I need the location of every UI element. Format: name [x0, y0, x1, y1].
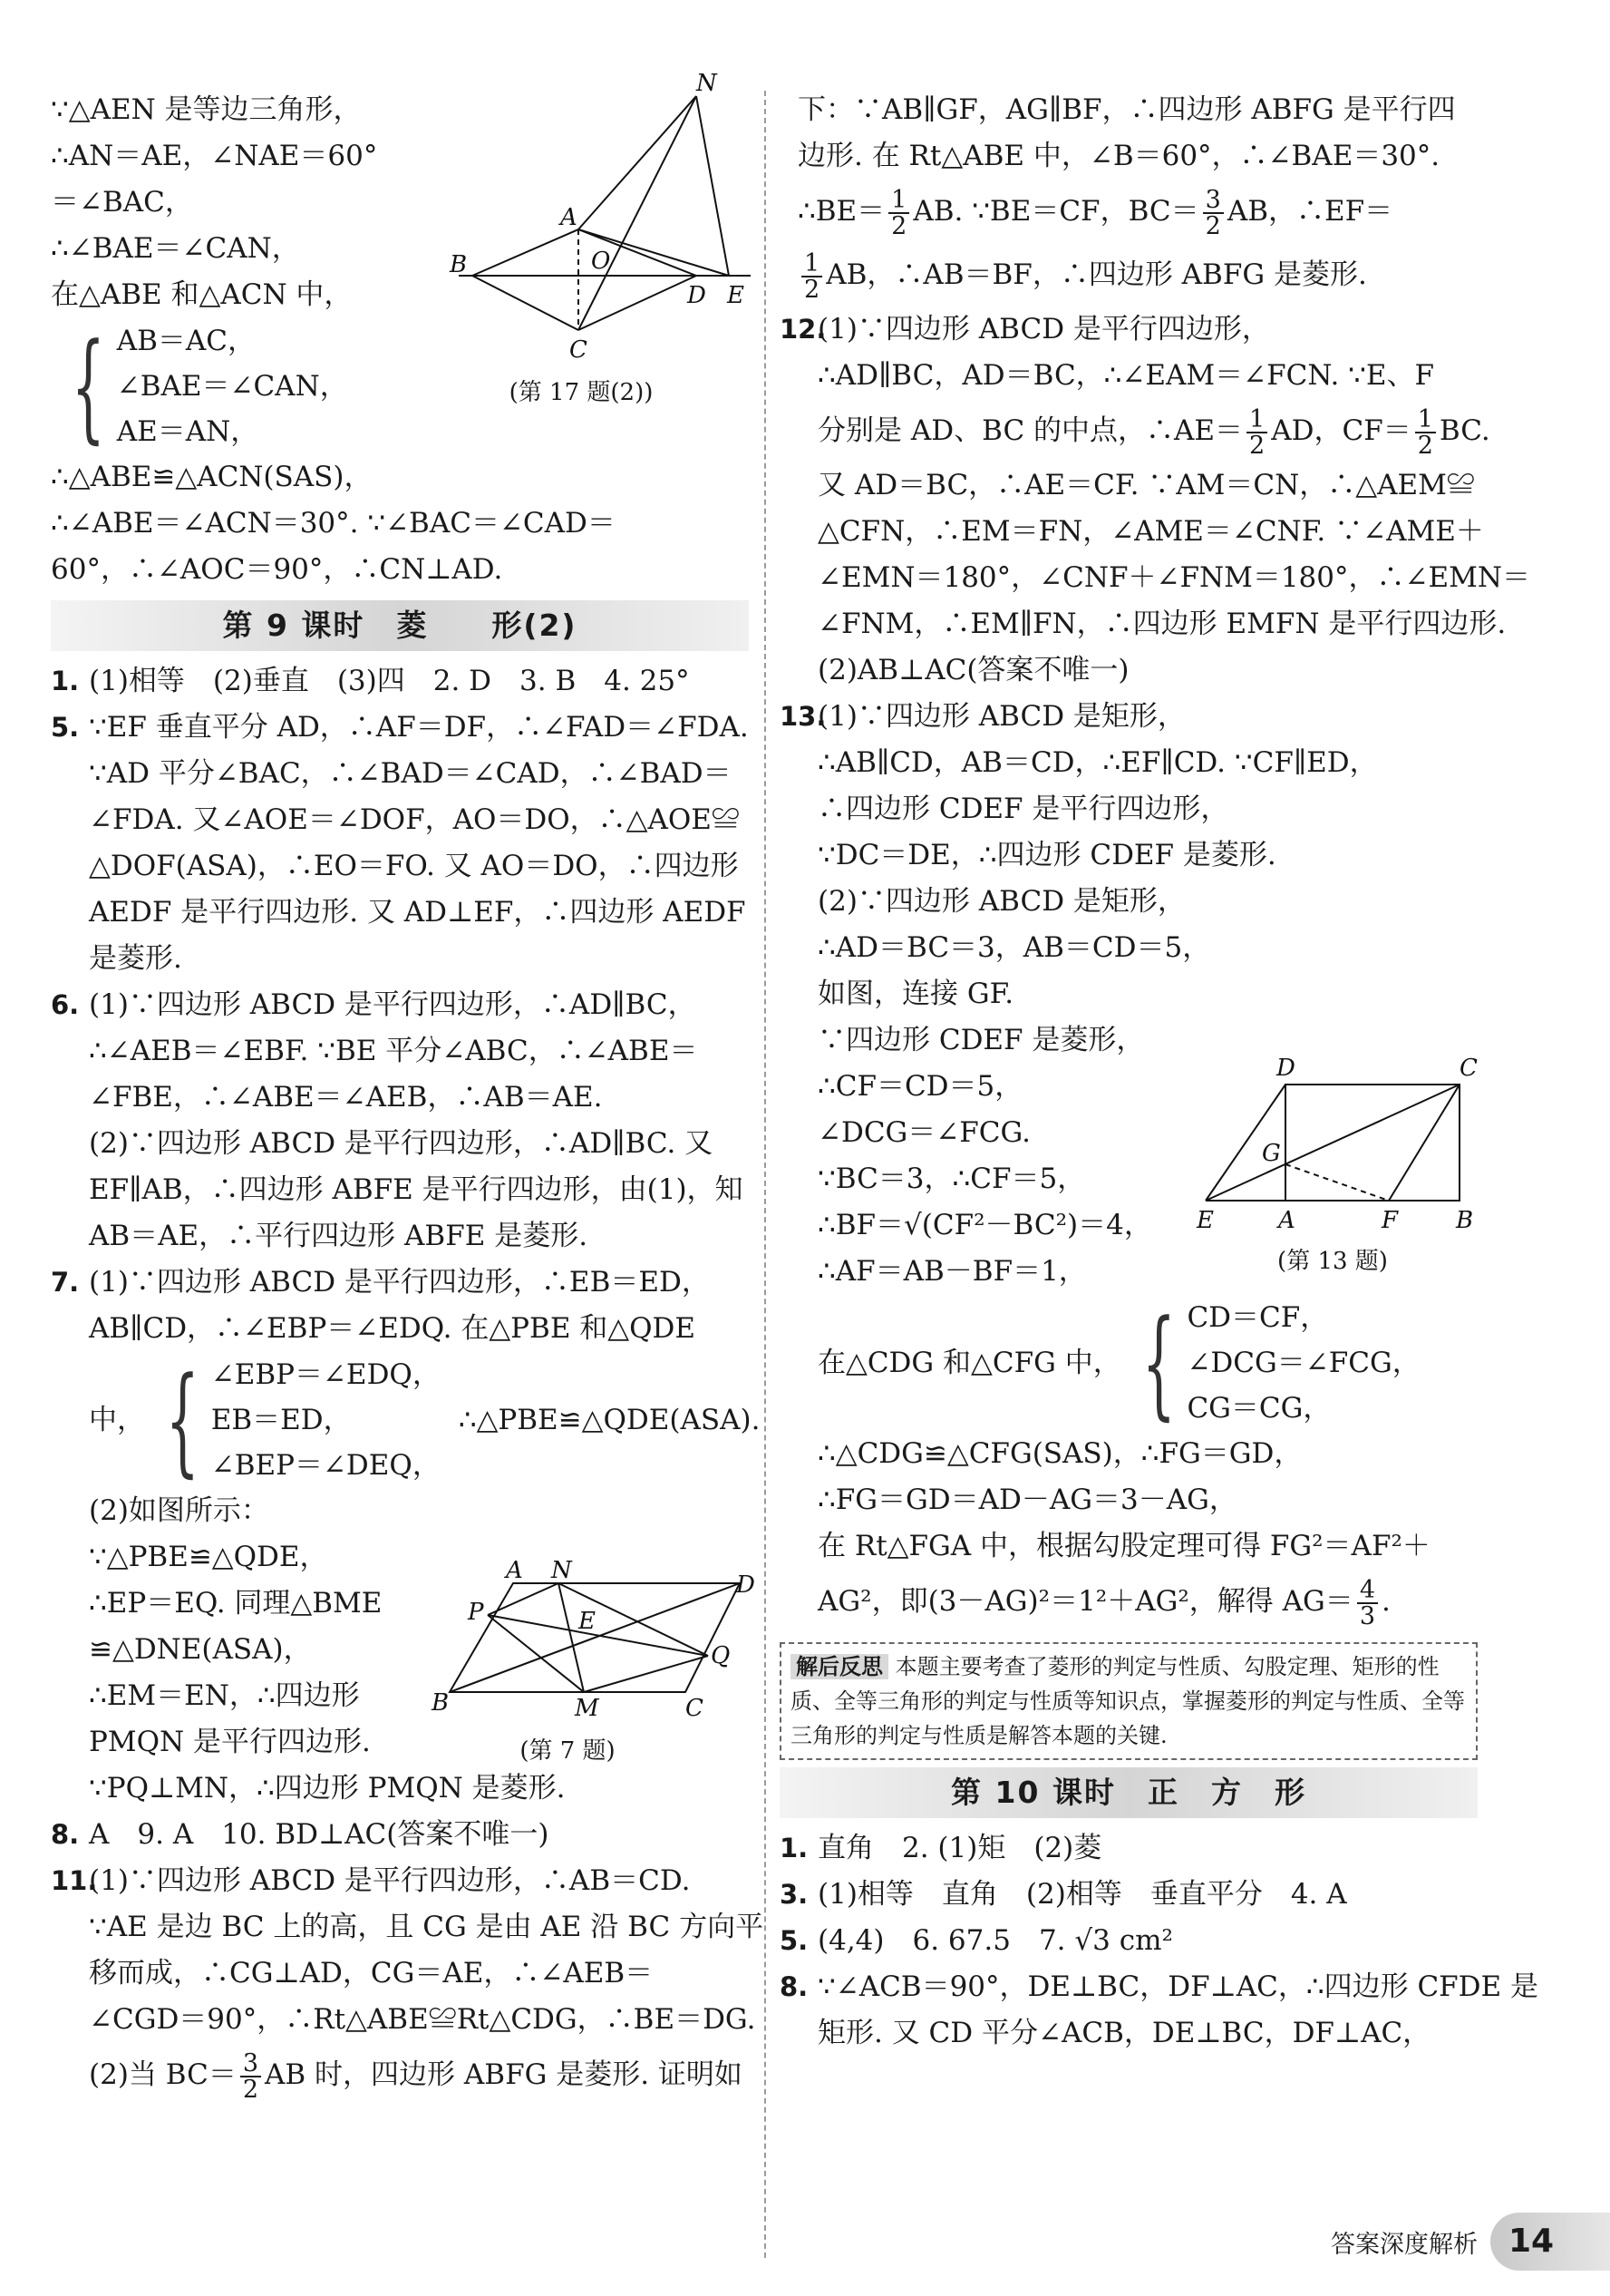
text-line: ∵AE 是边 BC 上的高，且 CG 是由 AE 沿 BC 方向平 [89, 1911, 764, 1943]
fraction-denominator: 2 [242, 2075, 259, 2104]
text-line: 又 AD＝BC，∴AE＝CF. ∵AM＝CN，∴△AEM≌ [818, 469, 1475, 501]
text-line: ∠DCG＝∠FCG. [818, 1116, 1032, 1149]
point-label: A [560, 204, 577, 231]
left-column [51, 70, 764, 2106]
answer-text: ∵EF 垂直平分 AD，∴AF＝DF，∴∠FAD＝∠FDA. [89, 711, 749, 744]
text-fragment: AB 时，四边形 ABFG 是菱形. 证明如 [265, 2058, 742, 2091]
text-line [51, 2043, 749, 2106]
text-line: ∠DCG＝∠FCG， [1187, 1347, 1421, 1379]
fraction-numerator: 1 [888, 188, 909, 214]
text-line: EB＝ED， [210, 1404, 352, 1436]
answer-text: (4,4) 6. 67.5 7. √3 cm² [818, 1924, 1173, 1957]
figure-caption: (第 7 题) [519, 1737, 616, 1765]
fraction-numerator: 3 [1203, 188, 1224, 214]
text-line: ∴BF＝√(CF²－BC²)＝4， [818, 1209, 1152, 1241]
text-fragment: 分别是 AD、BC 的中点，∴AE＝ [818, 414, 1244, 447]
text-line: ∴AD∥BC，AD＝BC，∴∠EAM＝∠FCN. ∵E、F [818, 359, 1435, 392]
text-line: (2)如图所示： [89, 1494, 269, 1527]
answer-text: (1)∵四边形 ABCD 是平行四边形，∴AD∥BC， [89, 988, 696, 1021]
point-label: B [1456, 1207, 1474, 1234]
question-number: 11. [51, 1865, 98, 1896]
brace-symbol: { [71, 317, 105, 455]
text-fragment: BC. [1439, 414, 1490, 447]
text-line: ∴AF＝AB－BF＝1， [818, 1255, 1087, 1288]
text-line: ∵△PBE≌△QDE， [89, 1541, 328, 1573]
fraction-numerator: 4 [1357, 1578, 1378, 1604]
footer-label: 答案深度解析 [1331, 2230, 1478, 2259]
text-line: 下：∵AB∥GF，AG∥BF，∴四边形 ABFG 是平行四 [798, 93, 1456, 126]
answer-text: (1)∵四边形 ABCD 是平行四边形， [818, 313, 1270, 345]
text-line: EF∥AB，∴四边形 ABFE 是平行四边形，由(1)，知 [89, 1173, 743, 1206]
text-line: AB∥CD，∴∠EBP＝∠EDQ. 在△PBE 和△QDE [89, 1312, 696, 1345]
line-NC [578, 96, 696, 330]
text-line: △DOF(ASA)，∴EO＝FO. 又 AO＝DO，∴四边形 [89, 850, 739, 882]
answer-text: (1)∵四边形 ABCD 是平行四边形，∴AB＝CD. [89, 1864, 691, 1897]
point-label: M [575, 1695, 599, 1722]
line-CD [578, 276, 696, 330]
text-line: ∵△AEN 是等边三角形， [51, 93, 362, 126]
line-AN [578, 96, 696, 229]
line-QM [584, 1656, 708, 1692]
point-label: O [591, 248, 611, 275]
point-label: C [569, 336, 587, 364]
question-number: 7. [51, 1267, 80, 1298]
text-line: 中， [89, 1403, 145, 1436]
text-line: ∴四边形 CDEF 是平行四边形， [818, 793, 1229, 825]
text-line: 在△CDG 和△CFG 中， [818, 1346, 1121, 1379]
fraction-numerator: 3 [240, 2051, 261, 2077]
text-line: 如图，连接 GF. [818, 978, 1014, 1010]
column-divider [764, 91, 766, 2258]
line-BC [472, 276, 578, 330]
text-line: ∴CF＝CD＝5， [818, 1070, 1023, 1103]
point-label: D [1276, 1055, 1295, 1082]
text-line: 矩形. 又 CD 平分∠ACB，DE⊥BC，DF⊥AC， [818, 2017, 1431, 2049]
answer-text: (1)相等 (2)垂直 (3)四 2. D 3. B 4. 25° [89, 665, 690, 697]
figure-13 [1188, 1048, 1478, 1275]
text-line: ∵四边形 CDEF 是菱形， [818, 1024, 1145, 1056]
text-line: ∠FBE，∴∠ABE＝∠AEB，∴AB＝AE. [89, 1081, 603, 1114]
text-fragment: AB，∴AB＝BF，∴四边形 ABFG 是菱形. [826, 258, 1367, 291]
figure-caption: (第 13 题) [1277, 1248, 1388, 1275]
text-line: ∵AD 平分∠BAC，∴∠BAD＝∠CAD，∴∠BAD＝ [89, 757, 732, 790]
text-fragment: AG²，即(3－AG)²＝1²＋AG²，解得 AG＝ [818, 1585, 1353, 1618]
diagonal-BD [450, 1583, 740, 1692]
text-line: ∴△CDG≌△CFG(SAS)，∴FG＝GD， [818, 1437, 1303, 1470]
question-number: 12. [780, 314, 827, 345]
point-label: C [1460, 1055, 1478, 1082]
text-line: ∴AN＝AE，∠NAE＝60° [51, 140, 378, 172]
question-number: 3. [780, 1879, 809, 1910]
fraction-numerator: 1 [801, 251, 822, 277]
text-line: ∴∠BAE＝∠CAN， [51, 232, 300, 265]
answer-text: (1)相等 直角 (2)相等 垂直平分 4. A [818, 1878, 1347, 1911]
point-label: E [578, 1608, 596, 1635]
text-fragment: AB，∴EF＝ [1227, 195, 1393, 228]
question-number: 1. [780, 1833, 809, 1863]
text-line: AB＝AC， [116, 325, 256, 357]
fraction [240, 2048, 261, 2104]
text-line [780, 243, 1478, 306]
text-line: 60°，∴∠AOC＝90°，∴CN⊥AD. [51, 553, 503, 586]
fraction-denominator: 2 [1417, 431, 1433, 460]
text-line: ∴∠AEB＝∠EBF. ∵BE 平分∠ABC，∴∠ABE＝ [89, 1035, 698, 1067]
text-line: △CFN，∴EM＝FN，∠AME＝∠CNF. ∵∠AME＋ [818, 515, 1484, 548]
question-number: 5. [780, 1925, 809, 1956]
line-BA [472, 229, 578, 276]
right-column [780, 87, 1539, 2057]
reflection-text: 本题主要考查了菱形的判定与性质、勾股定理、矩形的性质、全等三角形的判定与性质等知识点，掌握菱形的判定与性质、全等三角形的判定与性质是解答本题的关键. [790, 1654, 1465, 1748]
fraction-denominator: 3 [1359, 1601, 1375, 1630]
line-PN [488, 1583, 558, 1615]
line-NE [696, 96, 729, 276]
fraction-numerator: 1 [1415, 407, 1436, 433]
segment-EC [1206, 1085, 1460, 1201]
rectangle-ABCD [1285, 1085, 1460, 1201]
text-line [780, 180, 1478, 243]
text-line: ∵PQ⊥MN，∴四边形 PMQN 是菱形. [89, 1772, 566, 1805]
line-PQ [488, 1615, 708, 1656]
segment-GF-dashed [1285, 1164, 1389, 1201]
text-line: ∠EMN＝180°，∠CNF＋∠FNM＝180°，∴∠EMN＝ [818, 561, 1530, 594]
fraction-denominator: 2 [1205, 211, 1221, 240]
reflection-box [780, 1642, 1478, 1760]
point-label: B [450, 251, 468, 278]
point-label: A [506, 1557, 523, 1584]
text-line: (2)AB⊥AC(答案不唯一) [818, 654, 1130, 686]
fraction [888, 185, 909, 240]
page-footer [1331, 2213, 1610, 2271]
text-fragment: . [1382, 1585, 1391, 1618]
point-label: Q [711, 1642, 731, 1669]
text-line [780, 1570, 1478, 1633]
answer-text: A 9. A 10. BD⊥AC(答案不唯一) [89, 1818, 549, 1851]
fraction [801, 248, 822, 304]
text-line: ∠BAE＝∠CAN， [116, 370, 348, 403]
answer-text: (1)∵四边形 ABCD 是平行四边形，∴EB＝ED， [89, 1266, 710, 1299]
figure-7 [422, 1557, 755, 1765]
text-fragment: ∴BE＝ [798, 195, 886, 228]
figure-7-diagram [422, 1557, 755, 1728]
question-number: 1. [51, 666, 80, 696]
fraction-denominator: 2 [804, 275, 820, 304]
point-label: A [1278, 1207, 1295, 1234]
answer-text: 直角 2. (1)矩 (2)菱 [818, 1832, 1102, 1864]
point-label: B [432, 1689, 450, 1717]
figure-13-diagram [1188, 1048, 1478, 1239]
page-number: 14 [1490, 2213, 1610, 2271]
text-line: ∴∠ABE＝∠ACN＝30°. ∵∠BAC＝∠CAD＝ [51, 507, 616, 540]
point-label: D [687, 282, 706, 309]
text-line [780, 399, 1490, 462]
point-label: P [468, 1599, 484, 1626]
text-line: (2)∵四边形 ABCD 是矩形， [818, 885, 1186, 918]
text-line: (2)∵四边形 ABCD 是平行四边形，∴AD∥BC. 又 [89, 1127, 713, 1160]
text-line: ∠BEP＝∠DEQ， [210, 1449, 441, 1482]
text-line: ∠CGD＝90°，∴Rt△ABE≌Rt△CDG，∴BE＝DG. [89, 2003, 756, 2036]
text-line: 边形. 在 Rt△ABE 中，∠B＝60°，∴∠BAE＝30°. [798, 140, 1440, 172]
text-line: 在△ABE 和△ACN 中， [51, 278, 353, 311]
text-line: ∵BC＝3，∴CF＝5， [818, 1163, 1086, 1195]
answer-text: (1)∵四边形 ABCD 是矩形， [818, 700, 1186, 733]
figure-17-diagram [450, 70, 758, 377]
segment-CF [1389, 1085, 1460, 1201]
answer-text: ∵∠ACB＝90°，DE⊥BC，DF⊥AC，∴四边形 CFDE 是 [818, 1970, 1539, 2003]
text-line: ∴EM＝EN，∴四边形 [89, 1679, 360, 1712]
text-line: 在 Rt△FGA 中，根据勾股定理可得 FG²＝AF²＋ [818, 1530, 1431, 1562]
brace-symbol: { [165, 1351, 199, 1489]
fraction-denominator: 2 [1249, 431, 1266, 460]
equation-system [780, 1295, 1478, 1431]
text-line: ∴FG＝GD＝AD－AG＝3－AG， [818, 1484, 1237, 1516]
question-number: 13. [780, 701, 827, 732]
point-label: N [696, 70, 717, 97]
point-label: D [736, 1571, 755, 1599]
question-number: 6. [51, 989, 80, 1020]
figure-17 [450, 70, 758, 413]
section-heading: 第 9 课时 菱 形(2) [51, 600, 749, 651]
point-label: C [685, 1695, 703, 1722]
text-line: CG＝CG， [1187, 1392, 1332, 1425]
text-line: ＝∠BAC， [51, 186, 193, 219]
fraction-denominator: 2 [891, 211, 907, 240]
fraction-numerator: 1 [1246, 407, 1267, 433]
text-line: ∴△ABE≌△ACN(SAS)， [51, 461, 373, 493]
text-line: 是菱形. [89, 942, 182, 975]
text-line: CD＝CF， [1187, 1301, 1329, 1334]
text-line: ∠EBP＝∠EDQ， [210, 1358, 441, 1391]
text-line: AB＝AE，∴平行四边形 ABFE 是菱形. [89, 1220, 588, 1252]
question-number: 8. [51, 1819, 80, 1850]
fraction [1357, 1575, 1378, 1630]
reflection-tag: 解后反思 [790, 1654, 888, 1679]
point-label: E [1197, 1207, 1214, 1234]
question-number: 5. [51, 712, 80, 743]
question-number: 8. [780, 1971, 809, 2002]
text-line: ≌△DNE(ASA)， [89, 1633, 312, 1666]
text-line: ∴AB∥CD，AB＝CD，∴EF∥CD. ∵CF∥ED， [818, 746, 1378, 779]
text-line: 移而成，∴CG⊥AD，CG＝AE，∴∠AEB＝ [89, 1957, 654, 1990]
fraction [1203, 185, 1224, 240]
text-fragment: AB. ∵BE＝CF，BC＝ [913, 195, 1199, 228]
fraction [1415, 404, 1436, 460]
text-line: ∴AD＝BC＝3，AB＝CD＝5， [818, 931, 1211, 964]
point-label: G [1262, 1140, 1281, 1167]
text-line: ∠FNM，∴EM∥FN，∴四边形 EMFN 是平行四边形. [818, 608, 1507, 640]
fraction [1246, 404, 1267, 460]
text-fragment: AD，CF＝ [1271, 414, 1411, 447]
text-line: ∴△PBE≌△QDE(ASA). [458, 1403, 761, 1436]
point-label: E [727, 282, 744, 309]
text-line: AEDF 是平行四边形. 又 AD⊥EF，∴四边形 AEDF [89, 896, 746, 929]
figure-caption: (第 17 题(2)) [509, 379, 654, 406]
text-line: ∴EP＝EQ. 同理△BME [89, 1587, 383, 1620]
brace-symbol: { [1141, 1294, 1176, 1432]
text-line: PMQN 是平行四边形. [89, 1726, 371, 1758]
point-label: N [551, 1557, 572, 1584]
text-fragment: (2)当 BC＝ [89, 2058, 237, 2091]
text-line: ∠FDA. 又∠AOE＝∠DOF，AO＝DO，∴△AOE≌ [89, 803, 740, 836]
point-label: F [1382, 1207, 1399, 1234]
text-line: AE＝AN， [116, 415, 259, 448]
section-heading: 第 10 课时 正 方 形 [780, 1767, 1478, 1818]
equation-system [51, 1351, 761, 1489]
text-line: ∵DC＝DE，∴四边形 CDEF 是菱形. [818, 839, 1276, 871]
